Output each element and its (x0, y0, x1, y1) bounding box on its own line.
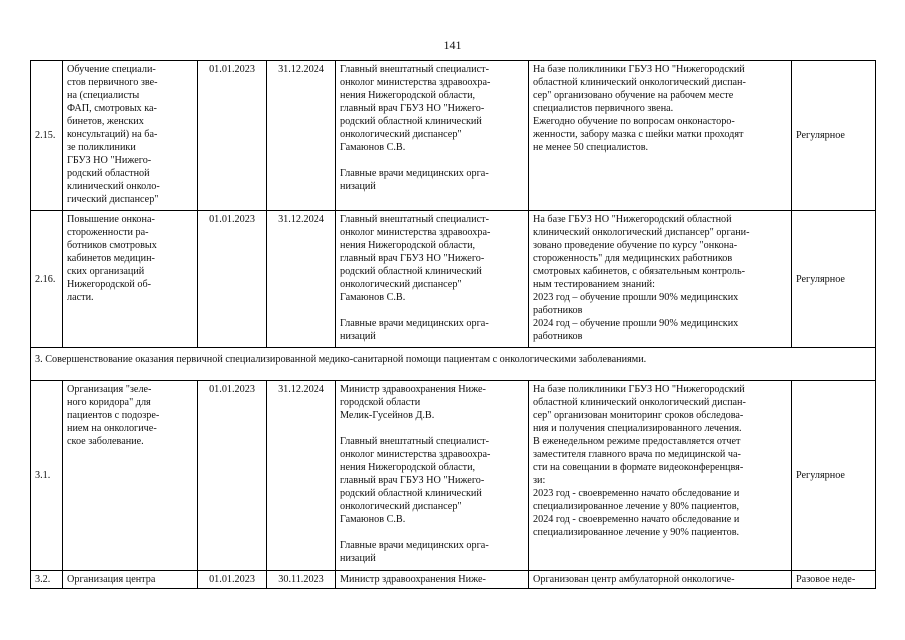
result-cell: На базе поликлиники ГБУЗ НО "Нижегородский областной клинический онкологический диспан- сер" организован мониторинг сроков обследова- ния и получения специализированного лечения. В еженедельном режиме предоставляется отчет заместителя главного врача по медицинской ча- сти на совещании в формате видеоконференцвя- зи: 2023 год - своевременно начато обследование и специализированное лечение у 80% пациентов, 2024 год - своевременно начато обследование и специализированное лечение у 90% пациентов. (529, 381, 792, 571)
row-number: 3.2. (31, 571, 63, 589)
end-date-cell: 31.12.2024 (267, 211, 336, 348)
row-number: 2.15. (31, 61, 63, 211)
row-number: 3.1. (31, 381, 63, 571)
table-row (31, 211, 876, 348)
section-row (31, 348, 876, 381)
measures-table (30, 60, 876, 589)
start-date-cell: 01.01.2023 (198, 381, 267, 571)
responsible-cell: Министр здравоохранения Ниже- (336, 571, 529, 589)
table-row (31, 381, 876, 571)
responsible-cell: Главный внештатный специалист- онколог министерства здравоохра- нения Нижегородской области, главный врач ГБУЗ НО "Нижего- родский областной клинический онкологический диспансер" Гамаюнов С.В. Главные врачи медицинских орга- низаций (336, 211, 529, 348)
event-cell: Обучение специали- стов первичного зве- на (специалисты ФАП, смотровых ка- бинетов, женских консультаций) на ба- зе поликлиники ГБУЗ НО "Нижего- родский областной клинический онколо- гический диспансер" (63, 61, 198, 211)
result-cell: На базе поликлиники ГБУЗ НО "Нижегородский областной клинический онкологический диспан- сер" организовано обучение на рабочем месте специалистов первичного звена. Ежегодно обучение по вопросам онконасторо- женности, забору мазка с шейки матки проходят не менее 50 специалистов. (529, 61, 792, 211)
section-title: 3. Совершенствование оказания первичной специализированной медико-санитарной помощи пациентам с онкологическими заболеваниями. (31, 348, 876, 381)
end-date-cell: 31.12.2024 (267, 61, 336, 211)
frequency-cell: Регулярное (792, 381, 876, 571)
row-number: 2.16. (31, 211, 63, 348)
frequency-cell: Регулярное (792, 61, 876, 211)
event-cell: Повышение онкона- стороженности ра- ботников смотровых кабинетов медицин- ских организаций Нижегородской об- ласти. (63, 211, 198, 348)
frequency-cell: Разовое неде- (792, 571, 876, 589)
start-date-cell: 01.01.2023 (198, 571, 267, 589)
responsible-cell: Министр здравоохранения Ниже- городской области Мелик-Гусейнов Д.В. Главный внештатный специалист- онколог министерства здравоохра- нения Нижегородской области, главный врач ГБУЗ НО "Нижего- родский областной клинический онкологический диспансер" Гамаюнов С.В. Главные врачи медицинских орга- низаций (336, 381, 529, 571)
end-date-cell: 31.12.2024 (267, 381, 336, 571)
table-row (31, 571, 876, 589)
result-cell: Организован центр амбулаторной онкологиче- (529, 571, 792, 589)
start-date-cell: 01.01.2023 (198, 61, 267, 211)
end-date-cell: 30.11.2023 (267, 571, 336, 589)
event-cell: Организация "зеле- ного коридора" для пациентов с подозре- нием на онкологиче- ское заболевание. (63, 381, 198, 571)
responsible-cell: Главный внештатный специалист- онколог министерства здравоохра- нения Нижегородской области, главный врач ГБУЗ НО "Нижего- родский областной клинический онкологический диспансер" Гамаюнов С.В. Главные врачи медицинских орга- низаций (336, 61, 529, 211)
event-cell: Организация центра (63, 571, 198, 589)
result-cell: На базе ГБУЗ НО "Нижегородский областной клинический онкологический диспансер" органи- зовано проведение обучение по курсу "онкона- стороженность" для медицинских работников смотровых кабинетов, с обязательным контроль- ным тестированием знаний: 2023 год – обучение прошли 90% медицинских работников 2024 год – обучение прошли 90% медицинских работников (529, 211, 792, 348)
frequency-cell: Регулярное (792, 211, 876, 348)
table-row (31, 61, 876, 211)
start-date-cell: 01.01.2023 (198, 211, 267, 348)
page-number: 141 (443, 38, 462, 52)
